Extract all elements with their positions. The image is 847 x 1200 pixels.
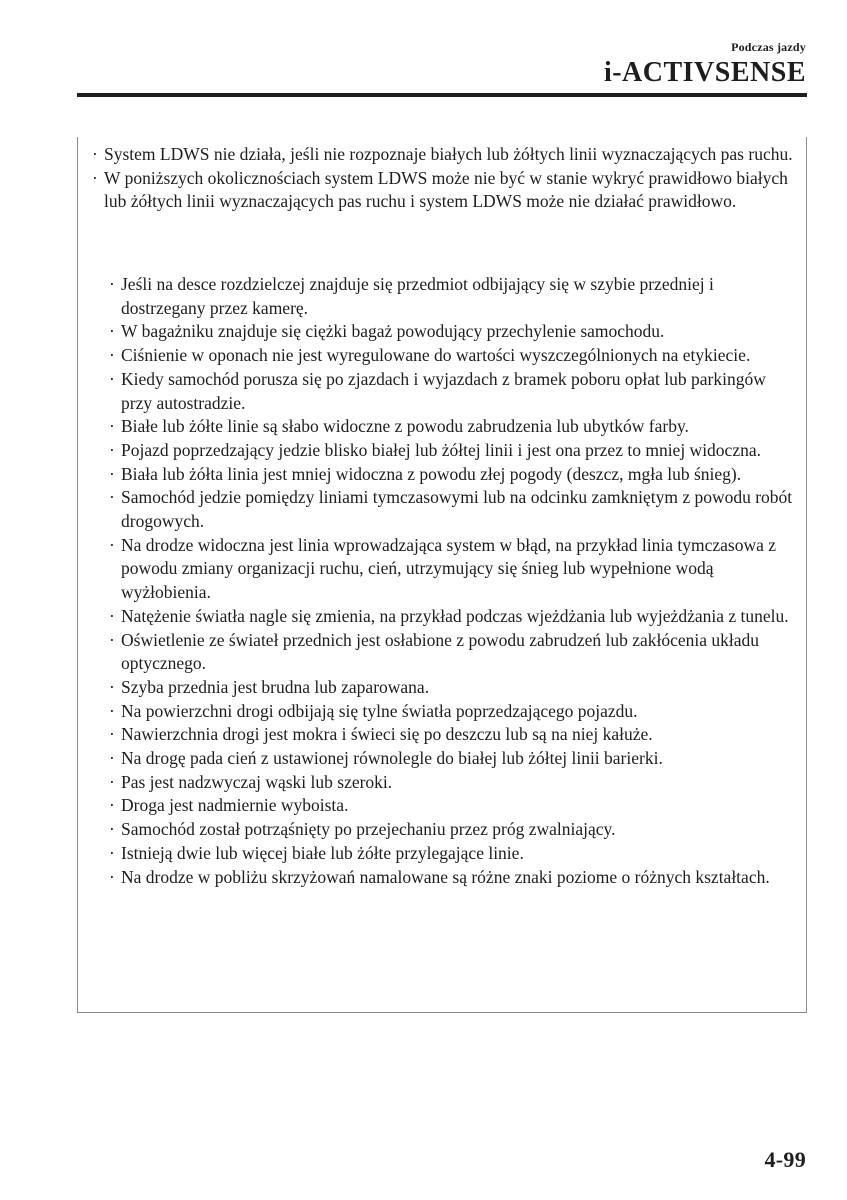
bullet-icon: · <box>109 605 115 626</box>
bullet-icon: · <box>109 676 115 697</box>
bullet-icon: · <box>109 866 115 887</box>
note-item <box>92 143 804 167</box>
condition-text: Jeśli na desce rozdzielczej znajduje się przedmiot odbijający się w szybie przedniej i dostrzegany przez kamerę. <box>121 274 714 318</box>
bullet-icon: · <box>109 795 115 816</box>
condition-item <box>109 605 801 629</box>
bullet-icon: · <box>109 487 115 508</box>
bullet-icon: · <box>109 748 115 769</box>
condition-item <box>109 676 801 700</box>
condition-item <box>109 747 801 771</box>
condition-text: Nawierzchnia drogi jest mokra i świeci się po deszczu lub są na niej kałuże. <box>121 724 653 745</box>
condition-text: Ciśnienie w oponach nie jest wyregulowane do wartości wyszczególnionych na etykiecie. <box>121 345 751 366</box>
page-number: 4-99 <box>764 1147 806 1172</box>
condition-item <box>109 723 801 747</box>
running-header-section: Podczas jazdy <box>731 40 806 54</box>
condition-text: Na drogę pada cień z ustawionej równolegle do białej lub żółtej linii barierki. <box>121 748 663 769</box>
condition-item <box>109 771 801 795</box>
condition-item <box>109 866 801 890</box>
condition-item <box>109 415 801 439</box>
note-box <box>77 137 807 1013</box>
header-rule <box>77 93 807 97</box>
condition-text: Pojazd poprzedzający jedzie blisko białej lub żółtej linii i jest ona przez to mniej widoczna. <box>121 439 761 460</box>
note-item <box>92 167 804 214</box>
bullet-icon: · <box>109 439 115 460</box>
condition-item <box>109 463 801 487</box>
running-header-title: i-ACTIVSENSE <box>603 57 806 88</box>
condition-text: Samochód został potrząśnięty po przejechaniu przez próg zwalniający. <box>121 819 616 840</box>
bullet-icon: · <box>109 771 115 792</box>
condition-text: Pas jest nadzwyczaj wąski lub szeroki. <box>121 771 393 792</box>
condition-text: Oświetlenie ze świateł przednich jest osłabione z powodu zabrudzeń lub zakłócenia układu optycznego. <box>121 629 760 674</box>
condition-text: Kiedy samochód porusza się po zjazdach i wyjazdach z bramek poboru opłat lub parkingów przy autostradzie. <box>121 368 766 413</box>
condition-text: Na drodze widoczna jest linia wprowadzająca system w błąd, na przykład linia tymczasowa z powodu zmiany organizacji ruchu, cień, utrzymujący się śnieg lub wypełnione wodą wyżłobienia. <box>121 534 777 603</box>
bullet-icon: · <box>109 274 115 294</box>
condition-item <box>109 486 801 533</box>
condition-item <box>109 320 801 344</box>
bullet-icon: · <box>109 842 115 863</box>
bullet-icon: · <box>109 345 115 366</box>
condition-text: Natężenie światła nagle się zmienia, na przykład podczas wjeżdżania lub wyjeżdżania z tunelu. <box>121 605 789 626</box>
condition-item <box>109 273 801 320</box>
condition-text: Istnieją dwie lub więcej białe lub żółte przylegające linie. <box>121 842 524 863</box>
bullet-icon: · <box>109 819 115 840</box>
condition-item <box>109 818 801 842</box>
condition-item <box>109 842 801 866</box>
condition-item <box>109 368 801 415</box>
condition-item <box>109 344 801 368</box>
condition-item <box>109 439 801 463</box>
bullet-icon: · <box>109 368 115 389</box>
note-text: W poniższych okolicznościach system LDWS może nie być w stanie wykryć prawidłowo białych lub żółtych linii wyznaczających pas ruchu i system LDWS może nie działać prawidłowo. <box>104 167 788 212</box>
bullet-icon: · <box>109 321 115 342</box>
condition-text: Samochód jedzie pomiędzy liniami tymczasowymi lub na odcinku zamkniętym z powodu robót drogowych. <box>121 487 793 532</box>
condition-item <box>109 794 801 818</box>
bullet-icon: · <box>92 144 98 164</box>
condition-text: W bagażniku znajduje się ciężki bagaż powodujący przechylenie samochodu. <box>121 321 665 342</box>
bullet-icon: · <box>109 629 115 650</box>
condition-text: Droga jest nadmiernie wyboista. <box>121 795 349 816</box>
condition-text: Na powierzchni drogi odbijają się tylne światła poprzedzającego pojazdu. <box>121 700 638 721</box>
bullet-icon: · <box>109 724 115 745</box>
bullet-icon: · <box>109 416 115 437</box>
condition-text: Białe lub żółte linie są słabo widoczne z powodu zabrudzenia lub ubytków farby. <box>121 416 689 437</box>
note-text: System LDWS nie działa, jeśli nie rozpoznaje białych lub żółtych linii wyznaczających pas ruchu. <box>104 144 793 164</box>
condition-item <box>109 700 801 724</box>
bullet-icon: · <box>109 534 115 555</box>
condition-item <box>109 534 801 605</box>
condition-text: Na drodze w pobliżu skrzyżowań namalowane są różne znaki poziome o różnych kształtach. <box>121 866 770 887</box>
condition-item <box>109 629 801 676</box>
conditions-list <box>109 273 801 889</box>
notes-list <box>92 143 804 214</box>
condition-text: Biała lub żółta linia jest mniej widoczna z powodu złej pogody (deszcz, mgła lub śnieg). <box>121 463 742 484</box>
bullet-icon: · <box>109 700 115 721</box>
condition-text: Szyba przednia jest brudna lub zaparowana. <box>121 676 430 697</box>
bullet-icon: · <box>92 167 98 188</box>
bullet-icon: · <box>109 463 115 484</box>
